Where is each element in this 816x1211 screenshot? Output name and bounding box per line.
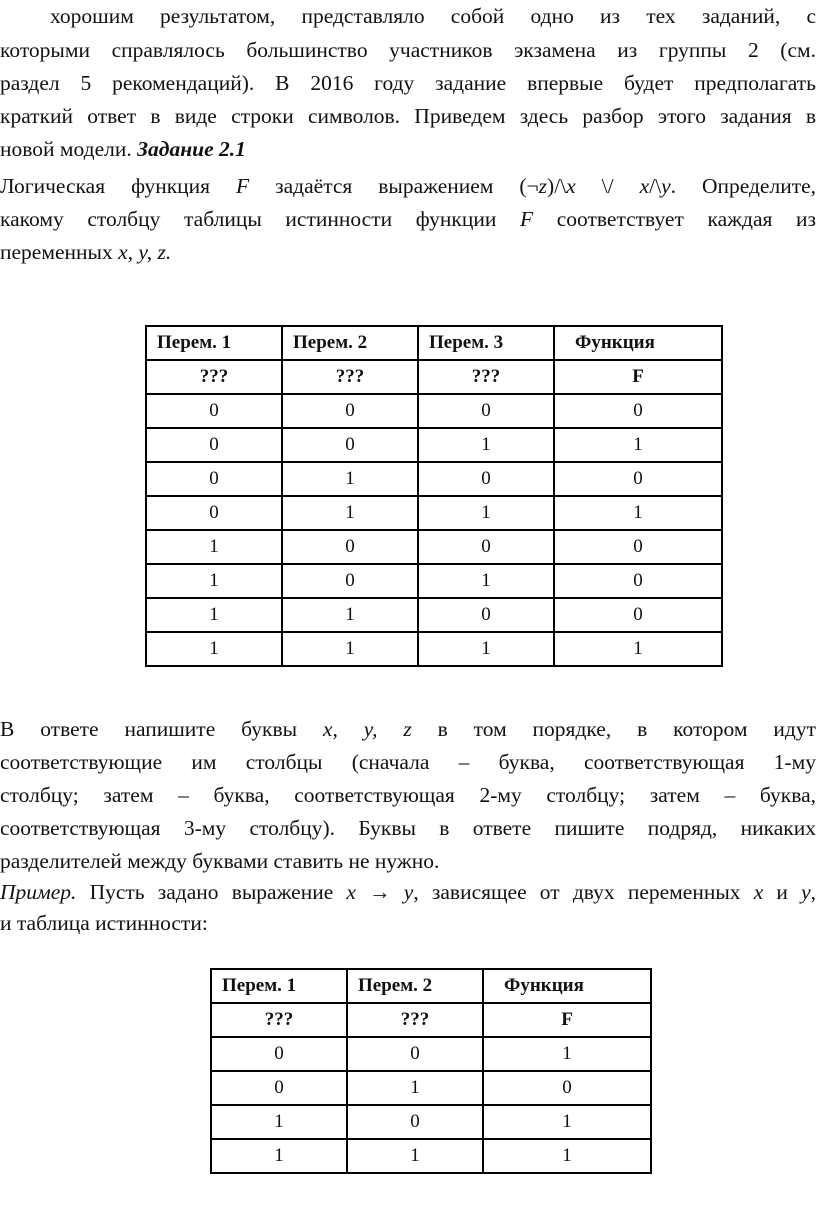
example-text: , зависящее от двух переменных — [413, 880, 754, 904]
answer-line-4: соответствующая 3-му столбцу). Буквы в ответе пишите подряд, никаких — [0, 816, 816, 840]
operator-or: \/ — [575, 174, 640, 198]
table-row — [211, 1105, 651, 1139]
table-cell: 0 — [282, 564, 418, 598]
variable-cell: ??? — [146, 360, 282, 394]
example-text: Пусть задано выражение — [76, 880, 347, 904]
task-text: задаётся выражением (¬ — [249, 174, 539, 198]
table-cell: 0 — [282, 428, 418, 462]
variable-cell: ??? — [418, 360, 554, 394]
table-cell: 0 — [554, 530, 722, 564]
truth-table-1 — [145, 325, 723, 667]
variable-cell: F — [554, 360, 722, 394]
header-cell: Перем. 3 — [418, 326, 554, 360]
table-cell: 0 — [418, 462, 554, 496]
task-text: . Определите, — [670, 174, 816, 198]
table-cell: 1 — [282, 632, 418, 666]
table-cell: 1 — [483, 1105, 651, 1139]
answer-text: в том порядке, в котором идут — [411, 717, 816, 741]
table-cell: 1 — [211, 1105, 347, 1139]
truth-table-2 — [210, 968, 652, 1174]
table-cell: 1 — [483, 1037, 651, 1071]
table-row — [146, 462, 722, 496]
var-z: z — [538, 174, 548, 198]
example-line-1 — [0, 876, 816, 908]
table-cell: 0 — [483, 1071, 651, 1105]
example-label: Пример. — [0, 880, 77, 904]
table-cell: 0 — [554, 564, 722, 598]
task-line-1 — [0, 170, 816, 202]
example-line-2: и таблица истинности: — [0, 911, 208, 935]
table-cell: 1 — [554, 632, 722, 666]
operator-and: )/\ — [547, 174, 567, 198]
table-cell: 1 — [347, 1071, 483, 1105]
table-variable-row — [211, 1003, 651, 1037]
var-y: y — [801, 880, 811, 904]
table-cell: 1 — [146, 632, 282, 666]
table-cell: 1 — [146, 530, 282, 564]
table-row — [211, 1037, 651, 1071]
table-variable-row — [146, 360, 722, 394]
var-x: x — [346, 880, 356, 904]
task-text: переменных — [0, 240, 119, 264]
table-cell: 0 — [347, 1037, 483, 1071]
header-cell: Перем. 1 — [146, 326, 282, 360]
table-cell: 0 — [146, 462, 282, 496]
task-text: какому столбцу таблицы истинности функции — [0, 207, 520, 231]
table-row — [146, 496, 722, 530]
table-header-row — [211, 969, 651, 1003]
table-cell: 0 — [418, 530, 554, 564]
var-y: y — [403, 880, 414, 904]
intro-line-1: хорошим результатом, представляло собой одно из тех заданий, с — [50, 4, 816, 28]
variable-list: x, y, z — [322, 717, 412, 741]
task-text: Логическая функция — [0, 174, 237, 198]
header-cell: Перем. 1 — [211, 969, 347, 1003]
var-f: F — [236, 174, 250, 198]
table-row — [146, 530, 722, 564]
intro-line-4: краткий ответ в виде строки символов. Приведем здесь разбор этого задания в — [0, 104, 816, 128]
var-y: y — [661, 174, 671, 198]
task-line-3 — [0, 236, 816, 268]
table-row — [146, 598, 722, 632]
example-text: и — [763, 880, 802, 904]
table-row — [211, 1071, 651, 1105]
table-row — [146, 394, 722, 428]
table-row — [146, 632, 722, 666]
table-cell: 1 — [282, 496, 418, 530]
table-cell: 0 — [146, 496, 282, 530]
intro-line-2: которыми справлялось большинство участников экзамена из группы 2 (см. — [0, 38, 816, 62]
task-text: соответствует каждая из — [533, 207, 816, 231]
table-cell: 0 — [418, 394, 554, 428]
table-cell: 0 — [211, 1037, 347, 1071]
var-x: x — [566, 174, 576, 198]
table-row — [146, 428, 722, 462]
table-cell: 1 — [418, 632, 554, 666]
table-cell: 0 — [146, 394, 282, 428]
table-row — [146, 564, 722, 598]
table-cell: 0 — [554, 462, 722, 496]
table-cell: 0 — [282, 394, 418, 428]
variable-cell: ??? — [347, 1003, 483, 1037]
table-cell: 0 — [418, 598, 554, 632]
operator-and: /\ — [649, 174, 662, 198]
table-cell: 0 — [282, 530, 418, 564]
answer-line-2: соответствующие им столбцы (сначала – буква, соответствующая 1-му — [0, 750, 816, 774]
var-x: x — [639, 174, 650, 198]
table-cell: 1 — [211, 1139, 347, 1173]
table-cell: 0 — [146, 428, 282, 462]
table-cell: 1 — [418, 428, 554, 462]
table-cell: 1 — [418, 496, 554, 530]
table-cell: 1 — [282, 462, 418, 496]
table-cell: 1 — [146, 598, 282, 632]
table-cell: 1 — [347, 1139, 483, 1173]
header-cell: Функция — [554, 326, 722, 360]
table-cell: 1 — [554, 428, 722, 462]
variable-cell: F — [483, 1003, 651, 1037]
header-cell: Перем. 2 — [282, 326, 418, 360]
table-header-row — [146, 326, 722, 360]
variable-list: x, y, z. — [118, 240, 172, 264]
arrow-icon: → — [355, 880, 404, 904]
table-cell: 0 — [554, 598, 722, 632]
table-cell: 0 — [347, 1105, 483, 1139]
variable-cell: ??? — [282, 360, 418, 394]
variable-cell: ??? — [211, 1003, 347, 1037]
answer-text: В ответе напишите буквы — [0, 717, 323, 741]
intro-line-5-text: новой модели. — [0, 137, 138, 161]
table-cell: 0 — [554, 394, 722, 428]
table-cell: 1 — [418, 564, 554, 598]
table-cell: 1 — [483, 1139, 651, 1173]
table-cell: 1 — [554, 496, 722, 530]
table-cell: 1 — [146, 564, 282, 598]
intro-line-3: раздел 5 рекомендаций). В 2016 году задание впервые будет предполагать — [0, 71, 816, 95]
table-cell: 0 — [211, 1071, 347, 1105]
var-x: x — [753, 880, 764, 904]
header-cell: Перем. 2 — [347, 969, 483, 1003]
task-title: Задание 2.1 — [137, 137, 246, 161]
example-text: , — [810, 880, 816, 904]
task-line-2 — [0, 203, 816, 235]
answer-line-5: разделителей между буквами ставить не нужно. — [0, 849, 440, 873]
intro-line-5 — [0, 133, 816, 165]
answer-line-3: столбцу; затем – буква, соответствующая 2-му столбцу; затем – буква, — [0, 783, 816, 807]
answer-line-1 — [0, 713, 816, 745]
header-cell: Функция — [483, 969, 651, 1003]
var-f: F — [519, 207, 534, 231]
table-row — [211, 1139, 651, 1173]
table-cell: 1 — [282, 598, 418, 632]
